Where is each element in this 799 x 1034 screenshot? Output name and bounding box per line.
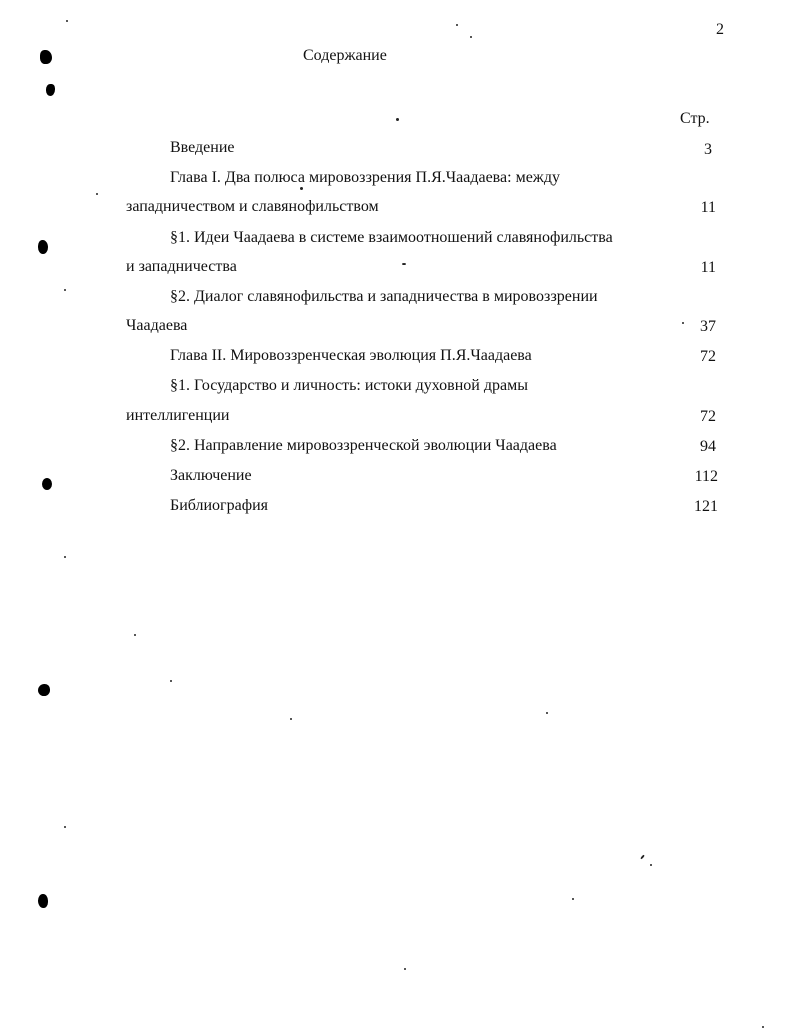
scan-speck [650, 864, 652, 866]
scan-speck [456, 24, 458, 26]
scan-speck [762, 1026, 764, 1028]
toc-entry-page: 94 [700, 438, 716, 455]
scan-speck [66, 20, 68, 22]
page-number: 2 [716, 21, 724, 38]
scan-blot [38, 894, 48, 908]
scan-blot [46, 84, 55, 96]
toc-entry-page: 3 [704, 141, 712, 158]
page-title: Содержание [303, 47, 387, 64]
toc-entry-page: 112 [694, 468, 718, 485]
toc-entry-page: 11 [700, 259, 716, 276]
scan-speck [300, 187, 303, 190]
scan-blot [42, 478, 52, 490]
scan-speck [64, 289, 66, 291]
toc-entry-text: Глава II. Мировоззренческая эволюция П.Я.Чаадаева [170, 347, 532, 364]
toc-entry-line2: западничеством и славянофильством [126, 198, 379, 215]
scan-blot [38, 684, 50, 696]
scan-blot [38, 240, 48, 254]
scan-speck [546, 712, 548, 714]
scan-speck [134, 634, 136, 636]
scan-speck [396, 118, 399, 121]
scan-blot [40, 50, 52, 64]
toc-entry-line2: и западничества [126, 258, 237, 275]
scan-speck [404, 968, 406, 970]
toc-entry-text: §2. Направление мировоззренческой эволюции Чаадаева [170, 437, 557, 454]
toc-entry-line1: §2. Диалог славянофильства и западничества в мировоззрении [170, 288, 598, 305]
scan-speck [290, 718, 292, 720]
page-column-header: Стр. [680, 110, 710, 127]
toc-entry-line2: интеллигенции [126, 407, 230, 424]
toc-entry-page: 121 [694, 498, 718, 515]
scan-speck [402, 263, 406, 265]
scan-speck [64, 556, 66, 558]
toc-entry-page: 11 [700, 199, 716, 216]
toc-entry-page: 72 [700, 348, 716, 365]
scan-speck [682, 322, 684, 324]
toc-entry-line1: §1. Идеи Чаадаева в системе взаимоотношений славянофильства [170, 229, 613, 246]
toc-entry-text: Библиография [170, 497, 268, 514]
scan-speck [64, 826, 66, 828]
toc-entry-text: Введение [170, 139, 235, 156]
toc-entry-line2: Чаадаева [126, 317, 188, 334]
scan-speck [572, 898, 574, 900]
scan-speck [640, 854, 645, 859]
scan-speck [96, 193, 98, 195]
toc-entry-page: 37 [700, 318, 716, 335]
toc-entry-text: Заключение [170, 467, 252, 484]
toc-entry-line1: Глава I. Два полюса мировоззрения П.Я.Чаадаева: между [170, 169, 560, 186]
toc-entry-line1: §1. Государство и личность: истоки духовной драмы [170, 377, 528, 394]
scan-speck [470, 36, 472, 38]
toc-entry-page: 72 [700, 408, 716, 425]
scan-speck [170, 680, 172, 682]
